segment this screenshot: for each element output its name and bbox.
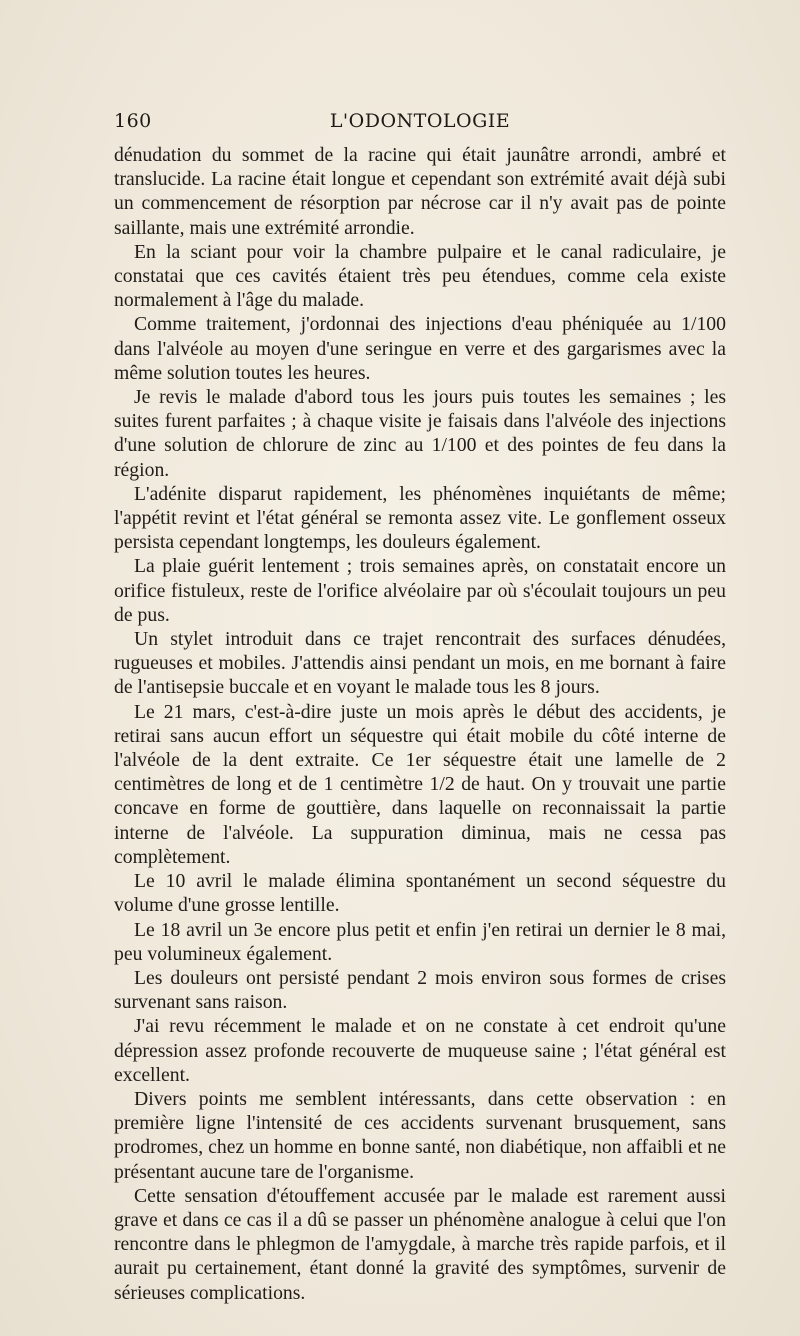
paragraph: Le 18 avril un 3e encore plus petit et enfin j'en retirai un dernier le 8 mai, peu volumineux également. xyxy=(114,918,726,965)
running-title: L'ODONTOLOGIE xyxy=(329,110,511,132)
paragraph: Comme traitement, j'ordonnai des injections d'eau phéniquée au 1/100 dans l'alvéole au moyen d'une seringue en verre et des gargarismes avec la même solution toutes les heures. xyxy=(114,313,726,384)
paragraph: J'ai revu récemment le malade et on ne constate à cet endroit qu'une dépression assez profonde recouverte de muqueuse saine ; l'état général est excellent. xyxy=(114,1015,726,1086)
paragraph: Le 10 avril le malade élimina spontanément un second séquestre du volume d'une grosse lentille. xyxy=(114,870,726,917)
page-number: 160 xyxy=(114,110,152,132)
paragraph: En la sciant pour voir la chambre pulpaire et le canal radiculaire, je constatai que ces cavités étaient très peu étendues, comme cela existe normalement à l'âge du malade. xyxy=(114,240,726,312)
paragraph: Divers points me semblent intéressants, dans cette observation : en première ligne l'intensité de ces accidents survenant brusquement, sans prodromes, chez un homme en bonne santé, non diabétique, non affaibli et ne présentant aucune tare de l'organisme. xyxy=(114,1087,726,1183)
paragraph: Je revis le malade d'abord tous les jours puis toutes les semaines ; les suites furent parfaites ; à chaque visite je faisais dans l'alvéole des injections d'une solution de chlorure de zinc au 1/100 et des pointes de feu dans la région. xyxy=(114,386,726,481)
paragraph: Le 21 mars, c'est-à-dire juste un mois après le début des accidents, je retirai sans aucun effort un séquestre qui était mobile du côté interne de l'alvéole de la dent extraite. Ce 1er séquestre était une lamelle de 2 centimètres de long et de 1 centimètre 1/2 de haut. On y trouvait une partie concave en forme de gouttière, dans laquelle on reconnaissait la partie interne de l'alvéole. La suppuration diminua, mais ne cessa pas complètement. xyxy=(114,700,726,868)
page-header xyxy=(114,110,726,140)
body-text xyxy=(114,143,726,1305)
paragraph: Les douleurs ont persisté pendant 2 mois environ sous formes de crises survenant sans raison. xyxy=(114,966,726,1014)
paragraph: Cette sensation d'étouffement accusée par le malade est rarement aussi grave et dans ce cas il a dû se passer un phénomène analogue à celui que l'on rencontre dans le phlegmon de l'amygdale, à marche très rapide parfois, et il aurait pu certainement, étant donné la gravité des symptômes, survenir de sérieuses complications. xyxy=(114,1184,726,1304)
paragraph: L'adénite disparut rapidement, les phénomènes inquiétants de même; l'appétit revint et l'état général se remonta assez vite. Le gonflement osseux persista cependant longtemps, les douleurs également. xyxy=(114,482,726,554)
paragraph: Un stylet introduit dans ce trajet rencontrait des surfaces dénudées, rugueuses et mobiles. J'attendis ainsi pendant un mois, en me bornant à faire de l'antisepsie buccale et en voyant le malade tous les 8 jours. xyxy=(114,628,726,699)
paragraph: dénudation du sommet de la racine qui était jaunâtre arrondi, ambré et translucide. La racine était longue et cependant son extrémité avait déjà subi un commencement de résorption par nécrose car il n'y avait pas de pointe saillante, mais une extrémité arrondie. xyxy=(114,144,726,239)
paragraph: La plaie guérit lentement ; trois semaines après, on constatait encore un orifice fistuleux, reste de l'orifice alvéolaire par où s'écoulait toujours un peu de pus. xyxy=(114,555,726,626)
